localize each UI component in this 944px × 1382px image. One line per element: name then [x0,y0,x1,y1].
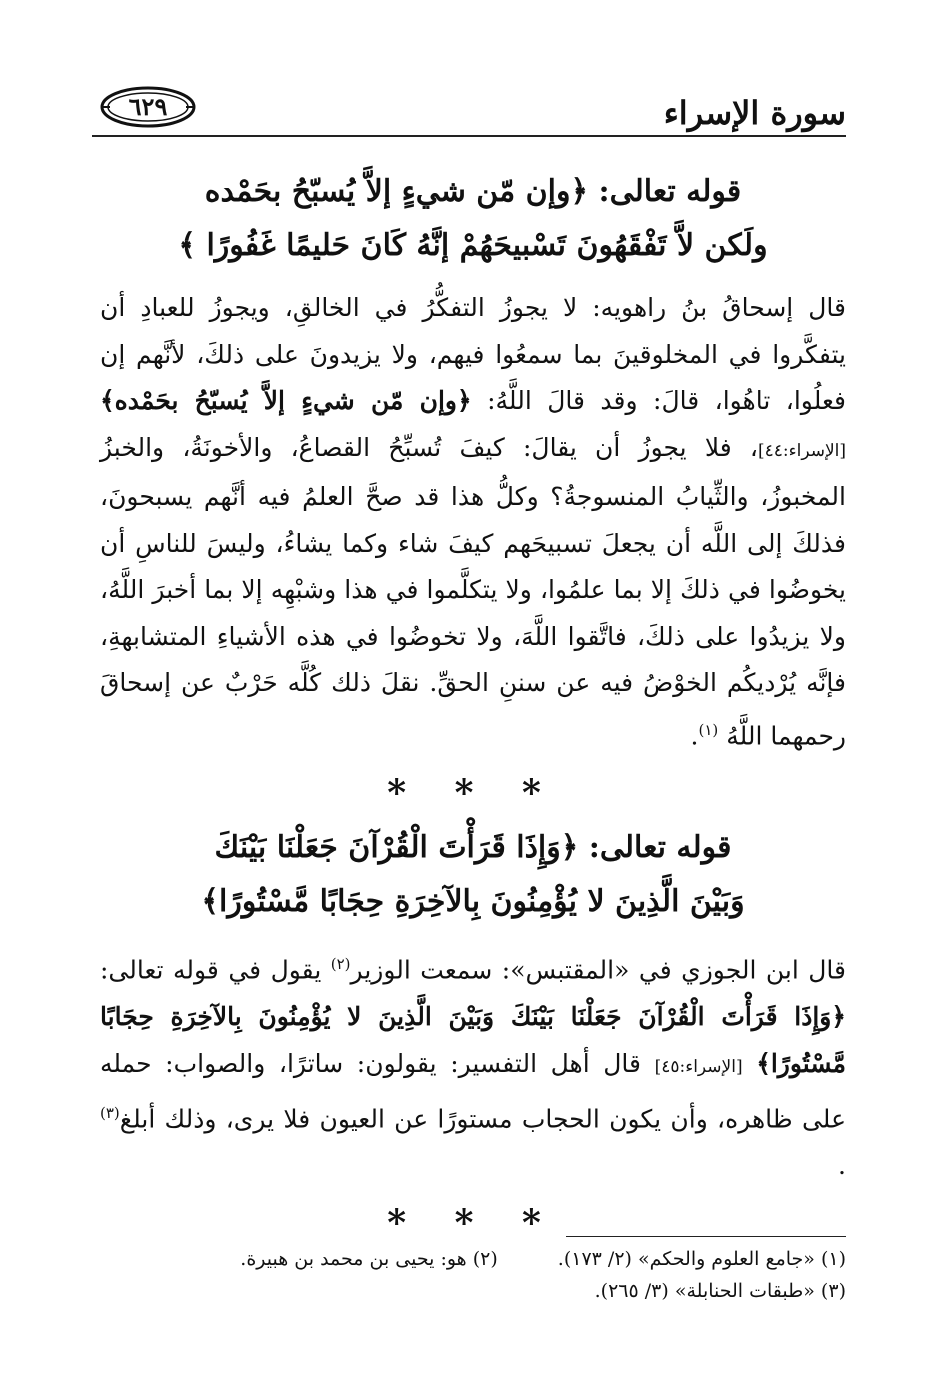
footnotes [100,1236,846,1307]
section-separator: * * * [387,772,559,815]
paragraph-end: . [690,720,699,750]
ayah-line: قوله تعالى: ﴿وإن مّن شيءٍ إلاَّ يُسبّحُ بحَمْده [204,174,742,209]
section-separator: * * * [387,1202,559,1245]
footnote-row [100,1243,846,1275]
verse-reference: [الإسراء:٤٥] [654,1056,743,1077]
ayah-heading [100,165,846,273]
commentary-paragraph [100,941,846,1189]
paragraph-text: يقول في قوله تعالى: [100,955,331,985]
footnote-divider [566,1236,846,1237]
quran-quote: ﴿وإن مّن شيءٍ إلاَّ يُسبّحُ بحَمْده﴾ [100,386,472,415]
footnote-row [100,1275,846,1307]
footnote-1: (١) «جامع العلوم والحكم» (٢/ ١٧٣). [557,1248,846,1270]
ayah-line: وَبَيْنَ الَّذِينَ لا يُؤْمِنُونَ بِالآخِرَةِ حِجَابًا مَّسْتُورًا﴾ [201,884,745,920]
paragraph-end: . [838,1150,846,1180]
page-header [92,82,846,142]
page-number-badge [100,86,196,128]
surah-title: سورة الإسراء [663,94,846,132]
ayah-heading [100,821,846,929]
quran-quote: ﴿وَإِذَا قَرَأْتَ الْقُرْآنَ جَعَلْنَا بَيْنَكَ وَبَيْنَ الَّذِينَ لا يُؤْمِنُونَ بِالآخِرَةِ حِجَابًا مَّسْتُورًا﴾ [100,1002,847,1078]
verse-reference: [الإسراء:٤٤] [757,440,846,461]
page-number: ٦٢٩ [128,92,168,121]
ayah-line: قوله تعالى: ﴿وَإِذَا قَرَأْتَ الْقُرْآنَ جَعَلْنَا بَيْنَكَ [214,830,732,866]
paragraph-text: قال إسحاقُ بنُ راهويه: لا يجوزُ التفكُّرُ في الخالقِ، ويجوزُ للعبادِ أن يتفكَّروا في المخلوقينَ بما سمعُوا فيهم، ولا يزيدونَ على ذلكَ، لأنَّهم إن فعلُوا، تاهُوا، قالَ: وقد قالَ اللَّهُ: [100,293,846,415]
footnote-marker: (١) [698,720,719,739]
footnote-2: (٢) هو: يحيى بن محمد بن هبيرة. [240,1248,498,1270]
paragraph-text: قال ابن الجوزي في «المقتبس»: سمعت الوزير [350,955,846,985]
header-divider [92,135,846,137]
footnote-marker: (٢) [330,955,351,974]
ayah-line: ولَكن لاَّ تَفْقَهُونَ تَسْبيحَهُمْ إنَّهُ كَانَ حَليمًا غَفُورًا ﴾ [178,228,768,263]
paragraph-text: ، فلا يجوزُ أن يقالَ: كيفَ تُسبِّحُ القصاعُ، والأخونَةُ، والخبزُ المخبوزُ، والثِّيابُ المنسوجةُ؟ وكلُّ هذا قد صحَّ العلمُ فيه أنَّهم يسبحونَ، فذلكَ إلى اللَّه أن يجعلَ تسبيحَهم كيفَ شاء وكما يشاءُ، وليسَ للناسِ أن يخوضُوا في ذلكَ إلا بما علمُوا، ولا يتكلَّموا في هذا وشبْهِه إلا بما أخبرَ اللَّهُ، ولا يزيدُوا على ذلكَ، فاتَّقوا اللَّهَ، ولا تخوضُوا في هذه الأشياءِ المتشابهةِ، فإنَّه يُرْديكُم الخوْضُ فيه عن سننِ الحقِّ. نقلَ ذلك كُلَّه حَرْبٌ عن إسحاقَ رحمهما اللَّهُ [100,432,846,750]
paragraph-text: قال أهل التفسير: يقولون: ساترًا، والصواب: حمله على ظاهره، وأن يكون الحجاب مستورًا عن العيون فلا يرى، وذلك أبلغ [100,1048,846,1134]
footnote-3: (٣) «طبقات الحنابلة» (٣/ ٢٦٥). [594,1280,846,1302]
main-text [100,165,846,1251]
footnote-marker: (٣) [100,1104,120,1123]
commentary-paragraph [100,285,846,759]
